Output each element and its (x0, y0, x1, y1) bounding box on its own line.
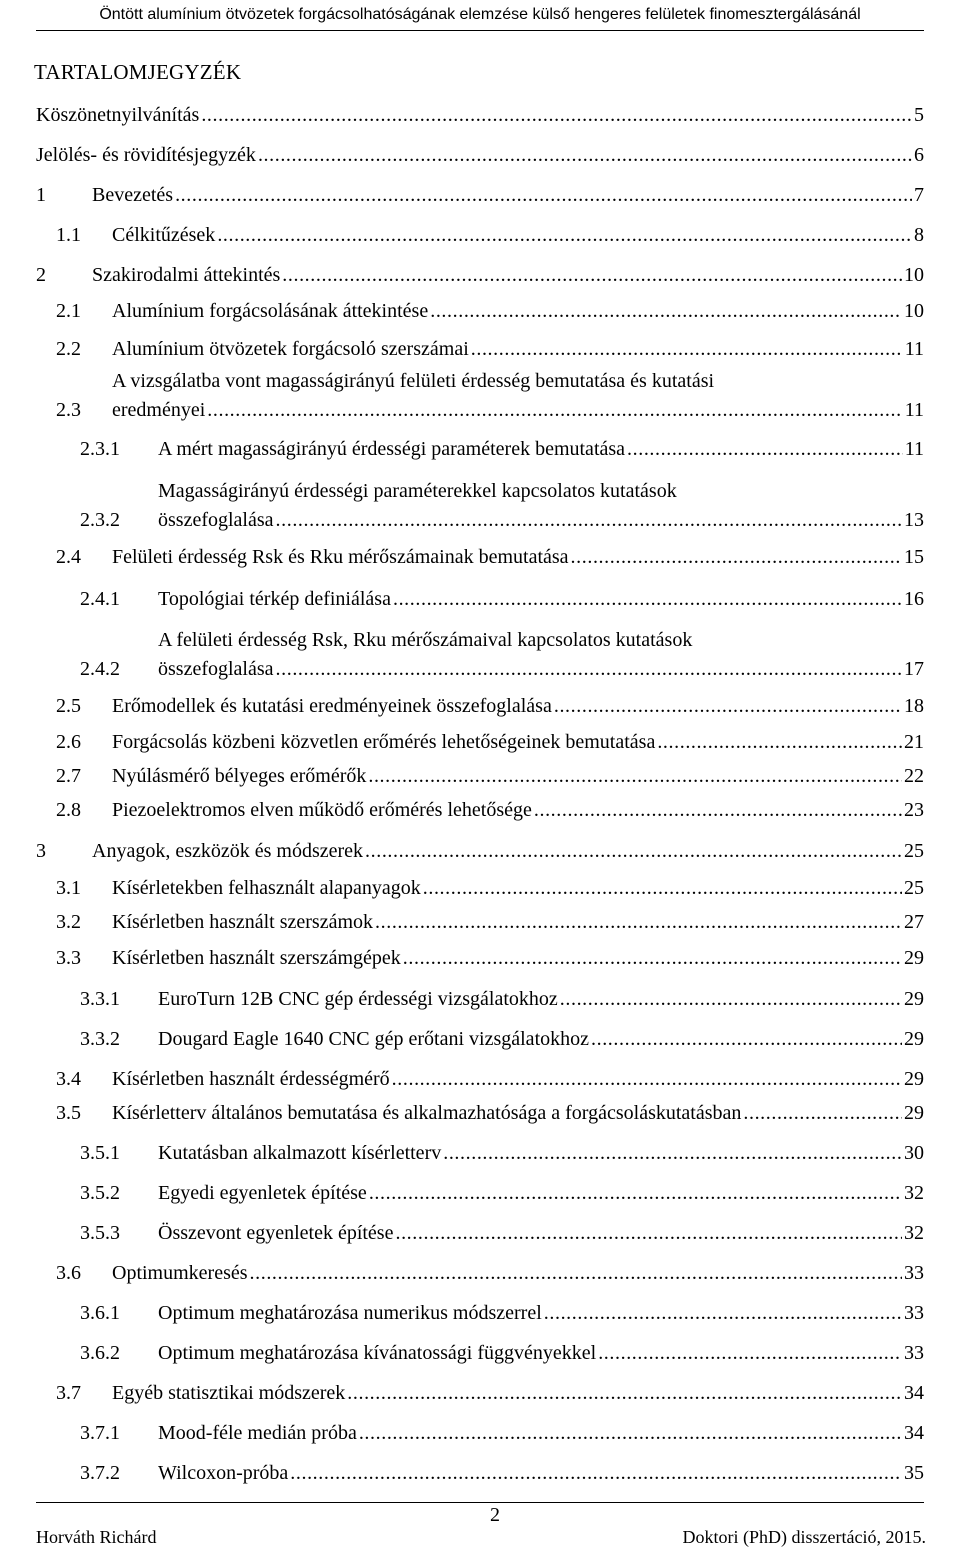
toc-entry-page: 25 (904, 877, 924, 899)
toc-entry-title: Felületi érdesség Rsk és Rku mérőszámainak bemutatása (112, 546, 569, 568)
toc-entry[interactable] (0, 182, 924, 208)
toc-entry-title: Célkitűzések (112, 224, 216, 246)
toc-entry[interactable] (0, 838, 924, 864)
toc-entry-page: 34 (904, 1422, 924, 1444)
toc-entry[interactable] (0, 586, 924, 612)
dot-leader (359, 1420, 902, 1446)
toc-entry-title: Optimum meghatározása numerikus módszerrel (158, 1302, 542, 1324)
toc-entry-page: 29 (904, 947, 924, 969)
toc-entry[interactable] (0, 1380, 924, 1406)
toc-entry[interactable] (0, 1180, 924, 1206)
toc-entry-number: 2 (36, 264, 46, 286)
toc-entry-page: 23 (904, 799, 924, 821)
toc-entry-number: 3.4 (56, 1068, 81, 1090)
toc-entry-number: 3.6 (56, 1262, 81, 1284)
toc-entry-page: 22 (904, 765, 924, 787)
toc-entry-title-line1: A felületi érdesség Rsk, Rku mérőszámaival kapcsolatos kutatások (158, 629, 693, 651)
dot-leader (276, 656, 902, 682)
toc-entry[interactable] (0, 1420, 924, 1446)
toc-entry-page: 30 (904, 1142, 924, 1164)
toc-entry-title: eredményei (112, 399, 206, 421)
toc-title: TARTALOMJEGYZÉK (34, 60, 242, 84)
toc-entry-number: 3.5.3 (80, 1222, 120, 1244)
toc-entry-page: 32 (904, 1222, 924, 1244)
toc-entry-title: összefoglalása (158, 658, 274, 680)
toc-entry-page: 10 (904, 300, 924, 322)
toc-entry[interactable] (0, 763, 924, 789)
toc-entry-page: 29 (904, 1068, 924, 1090)
toc-entry-title: Kísérletterv általános bemutatása és alkalmazhatósága a forgácsoláskutatásban (112, 1102, 742, 1124)
toc-entry-page: 25 (904, 840, 924, 862)
toc-entry-title: Szakirodalmi áttekintés (92, 264, 281, 286)
dot-leader (554, 693, 902, 719)
dot-leader (743, 1100, 902, 1126)
toc-entry[interactable] (0, 909, 924, 935)
toc-entry[interactable] (0, 729, 924, 755)
dot-leader (430, 298, 902, 324)
toc-entry-page: 8 (914, 224, 924, 246)
dot-leader (598, 1340, 902, 1366)
toc-entry-number: 2.8 (56, 799, 81, 821)
toc-entry-page: 6 (914, 144, 924, 166)
toc-entry-title: Mood-féle medián próba (158, 1422, 357, 1444)
dot-leader (175, 182, 912, 208)
toc-entry-number: 3.5.1 (80, 1142, 120, 1164)
toc-entry-title: Topológiai térkép definiálása (158, 588, 391, 610)
toc-entry-page: 34 (904, 1382, 924, 1404)
toc-entry-page: 16 (904, 588, 924, 610)
toc-entry-number: 3.7 (56, 1382, 81, 1404)
toc-entry-number: 2.3.2 (80, 509, 120, 531)
toc-entry[interactable] (0, 875, 924, 901)
toc-entry-number: 1.1 (56, 224, 81, 246)
toc-entry-number: 2.5 (56, 695, 81, 717)
toc-entry-page: 10 (904, 264, 924, 286)
toc-entry-number: 3.3.1 (80, 988, 120, 1010)
dot-leader (375, 909, 902, 935)
toc-entry-number: 2.4.1 (80, 588, 120, 610)
toc-entry[interactable] (0, 1340, 924, 1366)
dot-leader (250, 1260, 902, 1286)
toc-entry-number: 2.4.2 (80, 658, 120, 680)
dot-leader (276, 507, 902, 533)
dot-leader (368, 763, 902, 789)
toc-entry-number: 2.1 (56, 300, 81, 322)
toc-entry-page: 18 (904, 695, 924, 717)
toc-entry-title: Wilcoxon-próba (158, 1462, 289, 1484)
toc-entry-title: Dougard Eagle 1640 CNC gép erőtani vizsgálatokhoz (158, 1028, 589, 1050)
toc-entry-number: 1 (36, 184, 46, 206)
toc-entry-title: Jelölés- és rövidítésjegyzék (36, 144, 256, 166)
toc-entry[interactable] (0, 298, 924, 324)
toc-entry-page: 32 (904, 1182, 924, 1204)
toc-entry-number: 3.3.2 (80, 1028, 120, 1050)
toc-entry-page: 13 (904, 509, 924, 531)
toc-entry[interactable] (0, 693, 924, 719)
dot-leader (423, 875, 902, 901)
toc-entry[interactable] (0, 1066, 924, 1092)
toc-entry[interactable] (0, 1460, 924, 1486)
toc-entry-number: 2.2 (56, 338, 81, 360)
footer-divider (36, 1502, 924, 1503)
dot-leader (369, 1180, 902, 1206)
dot-leader (403, 945, 902, 971)
toc-entry[interactable] (0, 336, 924, 362)
running-header: Öntött alumínium ötvözetek forgácsolhatóságának elemzése külső hengeres felületek finomesztergálásánál (36, 0, 924, 31)
toc-entry-number: 3.6.1 (80, 1302, 120, 1324)
toc-entry-number: 3.5.2 (80, 1182, 120, 1204)
dot-leader (290, 1460, 902, 1486)
toc-entry-page: 33 (904, 1302, 924, 1324)
dot-leader (282, 262, 902, 288)
dot-leader (365, 838, 902, 864)
toc-entry[interactable] (0, 1260, 924, 1286)
toc-entry-number: 3.7.1 (80, 1422, 120, 1444)
toc-entry-title: összefoglalása (158, 509, 274, 531)
toc-entry-page: 7 (914, 184, 924, 206)
toc-entry-page: 29 (904, 1102, 924, 1124)
dot-leader (395, 1220, 902, 1246)
toc-entry-title: Anyagok, eszközök és módszerek (92, 840, 364, 862)
toc-entry-title-line1: Magasságirányú érdességi paraméterekkel kapcsolatos kutatások (158, 480, 677, 502)
toc-entry[interactable] (0, 480, 924, 533)
toc-entry-title: Optimum meghatározása kívánatossági függvényekkel (158, 1342, 597, 1364)
dot-leader (544, 1300, 902, 1326)
footer-author: Horváth Richárd (36, 1527, 157, 1547)
dot-leader (201, 102, 912, 128)
toc-entry-number: 2.7 (56, 765, 81, 787)
toc-entry-page: 15 (904, 546, 924, 568)
toc-entry-title: Összevont egyenletek építése (158, 1222, 394, 1244)
toc-entry-number: 2.4 (56, 546, 81, 568)
footer-document-type: Doktori (PhD) disszertáció, 2015. (682, 1527, 926, 1547)
toc-entry-number: 3.5 (56, 1102, 81, 1124)
toc-entry-page: 21 (904, 731, 924, 753)
dot-leader (393, 586, 902, 612)
toc-entry[interactable] (0, 142, 924, 168)
page-number: 2 (490, 1504, 500, 1526)
toc-entry-number: 3.3 (56, 947, 81, 969)
dot-leader (534, 797, 902, 823)
toc-entry-page: 11 (904, 399, 924, 421)
toc-entry-page: 17 (904, 658, 924, 680)
toc-entry-number: 3.1 (56, 877, 81, 899)
toc-entry[interactable] (0, 1300, 924, 1326)
toc-entry-title: Erőmodellek és kutatási eredményeinek összefoglalása (112, 695, 552, 717)
toc-entry-page: 33 (904, 1262, 924, 1284)
toc-entry-title: Egyedi egyenletek építése (158, 1182, 367, 1204)
toc-entry-number: 2.3.1 (80, 438, 120, 460)
toc-entry-page: 11 (904, 438, 924, 460)
toc-entry[interactable] (0, 370, 924, 423)
dot-leader (591, 1026, 902, 1052)
dot-leader (258, 142, 912, 168)
toc-entry-title: Bevezetés (92, 184, 174, 206)
toc-entry-title: Kísérletben használt érdességmérő (112, 1068, 390, 1090)
toc-entry-number: 2.6 (56, 731, 81, 753)
toc-entry-title-line1: A vizsgálatba vont magasságirányú felületi érdesség bemutatása és kutatási (112, 370, 715, 392)
toc-entry-title: Kutatásban alkalmazott kísérletterv (158, 1142, 442, 1164)
toc-entry-number: 3.2 (56, 911, 81, 933)
toc-entry-title: EuroTurn 12B CNC gép érdességi vizsgálatokhoz (158, 988, 558, 1010)
toc-entry[interactable] (0, 1026, 924, 1052)
dot-leader (571, 544, 902, 570)
toc-entry-title: Alumínium ötvözetek forgácsoló szerszámai (112, 338, 469, 360)
dot-leader (392, 1066, 902, 1092)
dot-leader (443, 1140, 902, 1166)
toc-entry-page: 35 (904, 1462, 924, 1484)
dot-leader (657, 729, 902, 755)
toc-entry[interactable] (0, 436, 924, 462)
toc-entry-title: Kísérletekben felhasznált alapanyagok (112, 877, 421, 899)
toc-entry[interactable] (0, 629, 924, 682)
dot-leader (560, 986, 902, 1012)
toc-entry[interactable] (0, 544, 924, 570)
toc-entry-title: Piezoelektromos elven működő erőmérés lehetősége (112, 799, 532, 821)
toc-entry[interactable] (0, 797, 924, 823)
toc-entry[interactable] (0, 986, 924, 1012)
toc-entry-title: Kísérletben használt szerszámok (112, 911, 374, 933)
toc-entry-title: A mért magasságirányú érdességi paraméterek bemutatása (158, 438, 626, 460)
toc-entry-page: 11 (904, 338, 924, 360)
toc-entry[interactable] (0, 262, 924, 288)
dot-leader (347, 1380, 902, 1406)
dot-leader (627, 436, 903, 462)
dot-leader (207, 397, 902, 423)
dot-leader (471, 336, 903, 362)
toc-entry[interactable] (0, 1100, 924, 1126)
toc-entry[interactable] (0, 945, 924, 971)
toc-entry-number: 3 (36, 840, 46, 862)
toc-entry-title: Alumínium forgácsolásának áttekintése (112, 300, 429, 322)
toc-entry-number: 2.3 (56, 399, 81, 421)
toc-entry-number: 3.7.2 (80, 1462, 120, 1484)
toc-entry[interactable] (0, 1140, 924, 1166)
toc-entry-page: 5 (914, 104, 924, 126)
toc-entry-title: Kísérletben használt szerszámgépek (112, 947, 401, 969)
toc-entry-title: Nyúlásmérő bélyeges erőmérők (112, 765, 367, 787)
toc-entry-title: Forgácsolás közbeni közvetlen erőmérés lehetőségeinek bemutatása (112, 731, 656, 753)
toc-entry-title: Köszönetnyilvánítás (36, 104, 200, 126)
toc-entry-page: 27 (904, 911, 924, 933)
toc-entry-page: 29 (904, 988, 924, 1010)
toc-entry[interactable] (0, 1220, 924, 1246)
toc-entry[interactable] (0, 102, 924, 128)
toc-entry-number: 3.6.2 (80, 1342, 120, 1364)
toc-entry-page: 29 (904, 1028, 924, 1050)
toc-entry-title: Optimumkeresés (112, 1262, 248, 1284)
toc-entry[interactable] (0, 222, 924, 248)
dot-leader (217, 222, 912, 248)
toc-entry-title: Egyéb statisztikai módszerek (112, 1382, 346, 1404)
toc-entry-page: 33 (904, 1342, 924, 1364)
